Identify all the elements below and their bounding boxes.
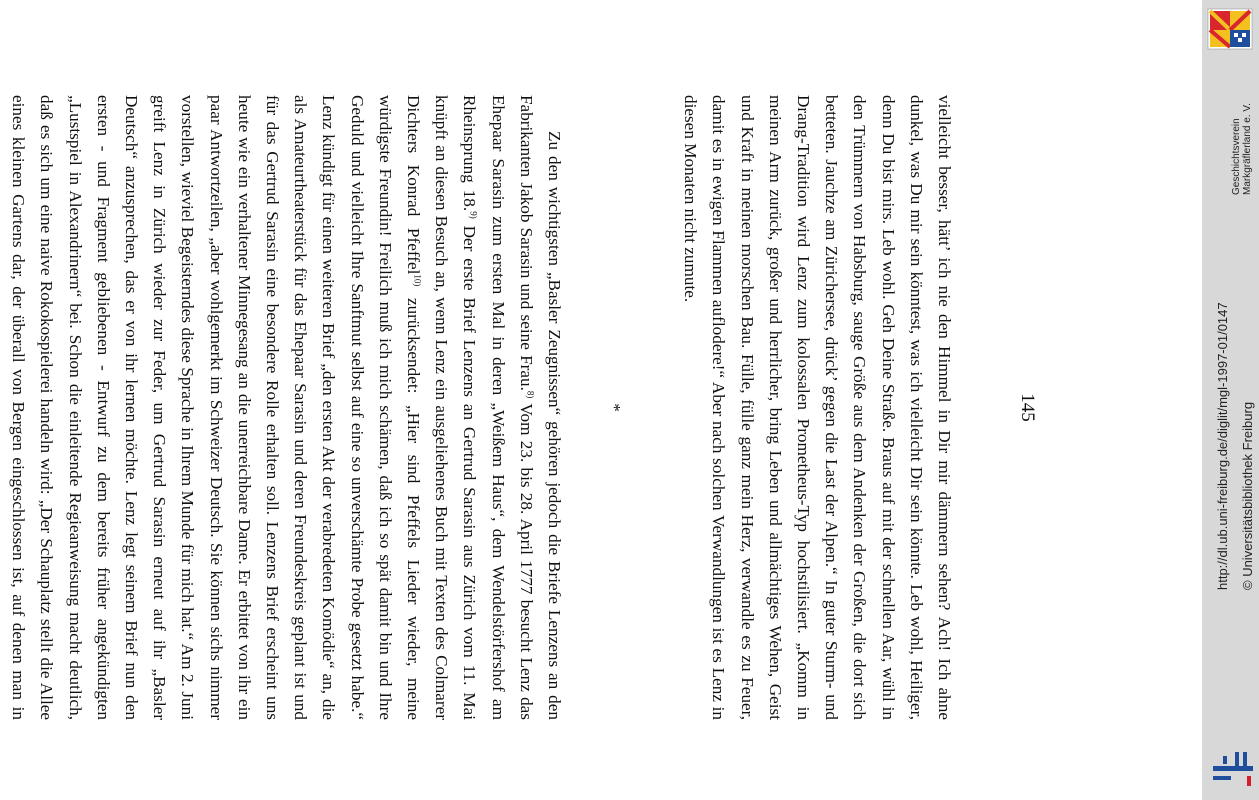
footnote-ref-8: 8) — [525, 390, 536, 399]
paragraph-1: vielleicht besser, hätt’ ich nie den Himmel in Dir mir dämmern sehen? Ach! Ich ahne dunkel, was Du mir sein könntest, was ich vielleicht Dir sein könnte. Leb wohl, Heiliger, denn Du bist mirs. Leb wohl. Geh Deine Straße. Braus auf mit der schnellen Aar, wühl in den Trümmern von Habsburg, sauge Größe aus dem Andenken der Großen, die dort sich betteten. Jauchze am Zürichersee, drück’ gegen die Last der Alpen.“ In guter Sturm- und Drang-Tradition wird Lenz zum kolossalen Prometheus-Typ hochstilisiert. „Komm in meinen Arm zurück, großer und herrlicher, bring Leben und allmächtiges Wehen, Geist und Kraft in meinen morschen Bau. Fülle, fülle ganz mein Herz, verwandle es zu Feuer, damit es in ewigen Flammen auflodere!“ Aber nach solchen Verwandlungen ist es Lenz in diesen Monaten nicht zumute. — [681, 95, 954, 720]
copyright-notice: © Universitätsbibliothek Freiburg — [1240, 401, 1255, 590]
paragraph-2-part-b: Vom 23. bis 28. April 1777 besucht Lenz das Ehepaar Sarasin zum ersten Mal in deren „Weißem Haus“, dem Wendelstörfershof am Rheinsprung 18. — [460, 95, 536, 720]
page-number: 145 — [1017, 393, 1038, 422]
paragraph-2 — [0, 95, 568, 720]
society-name — [1231, 35, 1253, 195]
book-page — [9, 95, 1040, 721]
section-separator: * — [605, 403, 624, 412]
paragraph-2-part-a: Zu den wichtigsten „Basler Zeugnissen“ gehören jedoch die Briefe Lenzens an den Fabrikanten Jakob Sarasin und seine Frau. — [516, 95, 564, 720]
paragraph-2-part-d: zurücksendet: „Hier sind Pfeffels Lieder wieder, meine würdigste Freundin! Freilich muß ich mich schämen, daß ich so spät damit bin und Ihre Geduld und vielleicht Ihre Sanftmut selbst auf eine so unverschämte Probe gesetzt habe.“ Lenz kündigt für einen weiteren Brief „den ersten Akt der verabredeten Komödie“ an, die als Amateurtheaterstück für das Ehepaar Sarasin und deren Freundeskreis geplant ist und für das Gertrud Sarasin eine besondere Rolle erhalten soll. Lenzens Brief erscheint uns heute wie ein verhaltener Minnegesang an die unerreichbare Dame. Er erbittet von ihr ein paar Antwortzeilen, „aber wohlgemerkt im Schweizer Deutsch. Sie können sichs nimmer vorstellen, wieviel Begeisterndes diese Sprache in Ihrem Munde für mich hat.“ Am 2. Juni greift Lenz in Zürich wieder zur Feder, um Gertrud Sarasin erneut auf ihr „Basler Deutsch“ anzusprechen, das er von ihr lernen möchte. Lenz legt seinem Brief nun den ersten - und Fragment gebliebenen - Entwurf zu dem bereits früher angekündigten „Lustspiel in Alexandrinern“ bei. Schon die einleitende Regieanweisung macht deutlich, daß es sich um eine naive Rokokospielerei handeln wird: „Der Schauplatz stellt die Allee eines kleinen Gartens dar, der überall von Bergen eingeschlossen ist, auf denen man in — [9, 95, 423, 720]
source-url[interactable]: http://dl.ub.uni-freiburg.de/diglit/mgl-1997-01/0147 — [1215, 302, 1230, 590]
paragraph-2-part-c: Der erste Brief Lenzens an Gertrud Sarasin aus Zürich vom 11. Mai knüpft an diesen Besuch an, wenn Lenz ein ausgeliehenes Buch mit Texten des Colmarer Dichters Konrad Pfeffel — [403, 95, 480, 721]
society-line-1: Geschichtsverein — [1231, 118, 1242, 195]
footnote-ref-10: 10) — [412, 274, 423, 287]
society-line-2: Markgräflerland e. V. — [1242, 103, 1253, 195]
university-library-logo-icon — [1211, 748, 1255, 788]
footnote-ref-9: 9) — [469, 211, 480, 219]
